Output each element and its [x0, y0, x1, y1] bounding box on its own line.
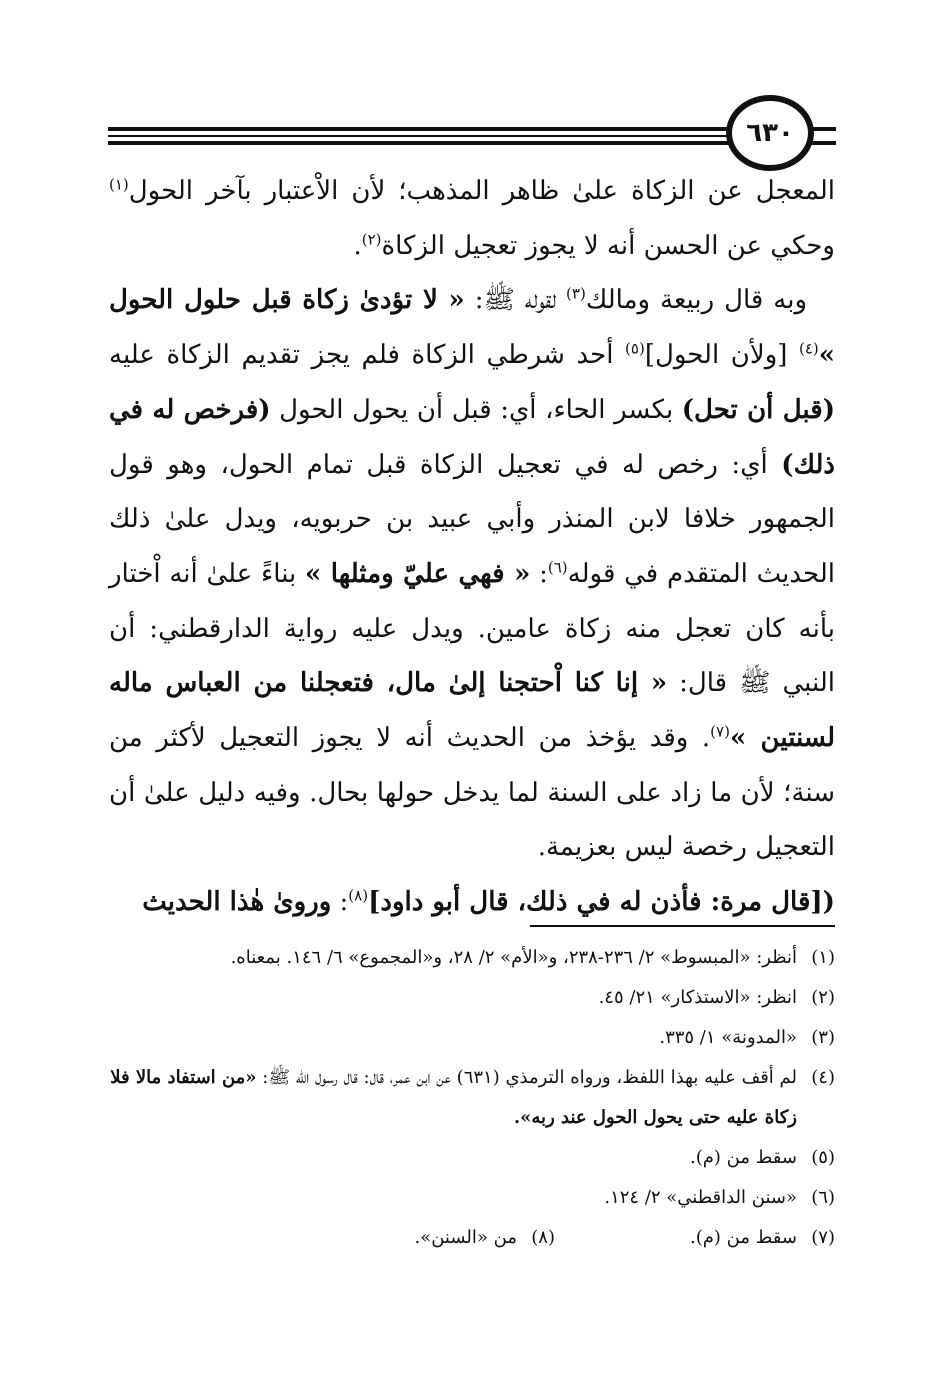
paragraph-1: [109, 164, 835, 273]
page-number-badge: [726, 95, 814, 171]
footnotes: [109, 938, 835, 1258]
header-rule-middle: [108, 135, 730, 137]
page-header: [0, 0, 947, 170]
footnote-1: [109, 938, 835, 978]
paragraph-2: [109, 273, 835, 875]
footnote-3: [109, 1018, 835, 1058]
footnote-number: (٨): [531, 1227, 555, 1248]
footnote-ref[interactable]: (١): [109, 175, 129, 194]
footnote-number: (٥): [811, 1147, 835, 1168]
text-run: بناءً علىٰ أنه اْختار بأنه كان تعجل منه زكاة عامين. ويدل عليه رواية الدارقطني: أن النبي ﷺ قال:: [109, 558, 836, 699]
hadith-quote: « لا تؤدىٰ زكاة قبل حلول الحول »: [109, 285, 836, 371]
footnote-row-7-8: [109, 1218, 835, 1258]
hadith-quote: « فهي عليّ ومثلها »: [305, 558, 531, 589]
text-run: [ولأن الحول]: [644, 340, 799, 371]
text-run: وحكي عن الحسن أنه لا يجوز تعجيل الزكاة: [381, 230, 835, 261]
footnote-5: [109, 1138, 835, 1178]
text-run: بكسر الحاء، أي: قبل أن يحول الحول: [270, 394, 682, 425]
footnote-ref[interactable]: (٤): [798, 339, 819, 358]
footnote-number: (٣): [811, 1027, 835, 1048]
footnote-6: [109, 1178, 835, 1218]
footnote-text: «سنن الداقطني» ٢/ ١٢٤.: [604, 1187, 797, 1208]
text-run: :: [530, 558, 548, 589]
footnote-hadith: «من استفاد مالا فلا زكاة عليه حتى يحول الحول عند ربه».: [110, 1067, 797, 1128]
footnote-7: [555, 1218, 835, 1258]
footnote-text: سقط من (م).: [690, 1227, 797, 1248]
footnote-text: سقط من (م).: [690, 1147, 797, 1168]
footnote-text: أنظر: «المبسوط» ٢/ ٢٣٦-٢٣٨، و«الأم» ٢/ ٢٨، و«المجموع» ٦/ ١٤٦. بمعناه.: [230, 947, 797, 968]
text-run: .: [353, 230, 362, 261]
footnote-4: [109, 1058, 835, 1138]
text-run: أي: رخص له في تعجيل الزكاة قبل تمام الحول، وهو قول الجمهور خلافا لابن المنذر وأبي عبيد بن حربويه، ويدل علىٰ ذلك الحديث المتقدم في قوله: [109, 449, 835, 589]
footnote-8: [415, 1218, 556, 1258]
footnote-ref[interactable]: (٨): [348, 886, 369, 905]
footnote-text: [109, 1058, 797, 1138]
footnote-number: (٤): [811, 1067, 835, 1088]
hadith-quote: « إنا كنا اْحتجنا إلىٰ مال، فتعجلنا من العباس ماله لسنتين »: [109, 668, 835, 754]
footnote-text: من «السنن».: [414, 1227, 517, 1248]
footnote-ref[interactable]: (٥): [625, 339, 645, 358]
footnote-ref[interactable]: (٣): [566, 284, 586, 303]
paragraph-3: [109, 875, 835, 930]
main-text: [109, 164, 835, 930]
footnote-divider: [530, 925, 835, 927]
footnote-text: انظر: «الاستذكار» ٢١/ ٤٥.: [598, 987, 797, 1008]
footnote-text: «المدونة» ١/ ٣٣٥.: [659, 1027, 797, 1048]
footnote-number: (١): [811, 947, 835, 968]
footnote-ref[interactable]: (٦): [547, 558, 568, 577]
footnote-2: [109, 978, 835, 1018]
text-run: وبه قال ربيعة ومالك: [585, 285, 808, 316]
footnote-number: (٢): [811, 987, 835, 1008]
footnote-text-run: لم أقف عليه بهذا اللفظ، ورواه الترمذي (٦٣١) عن ابن عمر، قال: قال رسول الله ﷺ:: [256, 1067, 797, 1088]
header-rule-top: [108, 127, 730, 131]
text-run: لقوله ﷺ:: [464, 285, 567, 316]
matn-quote: ([قال مرة: فأذن له في ذلك، قال أبو داود]: [368, 887, 835, 918]
text-run: . وقد يؤخذ من الحديث أنه لا يجوز التعجيل لأكثر من سنة؛ لأن ما زاد على السنة لما يدخل حولها بحال. وفيه دليل علىٰ أن التعجيل رخصة ليس بعزيمة.: [109, 723, 835, 863]
text-run: المعجل عن الزكاة علىٰ ظاهر المذهب؛ لأن الاْعتبار بآخر الحول: [128, 176, 835, 206]
header-rule-bottom: [108, 141, 730, 145]
header-rule-tail-bottom: [810, 141, 836, 145]
matn-quote: (قبل أن تحل): [681, 394, 835, 425]
page-number: ٦٣٠: [746, 118, 794, 148]
text-run: :: [331, 887, 349, 918]
footnote-ref[interactable]: (٢): [361, 230, 382, 249]
matn-quote: (فرخص له في ذلك): [109, 394, 835, 480]
matn-quote: وروىٰ هٰذا الحديث: [142, 887, 332, 918]
footnote-number: (٧): [811, 1227, 835, 1248]
footnote-number: (٦): [811, 1187, 835, 1208]
text-run: أحد شرطي الزكاة فلم يجز تقديم الزكاة عليه: [109, 340, 626, 371]
footnote-ref[interactable]: (٧): [710, 722, 730, 741]
